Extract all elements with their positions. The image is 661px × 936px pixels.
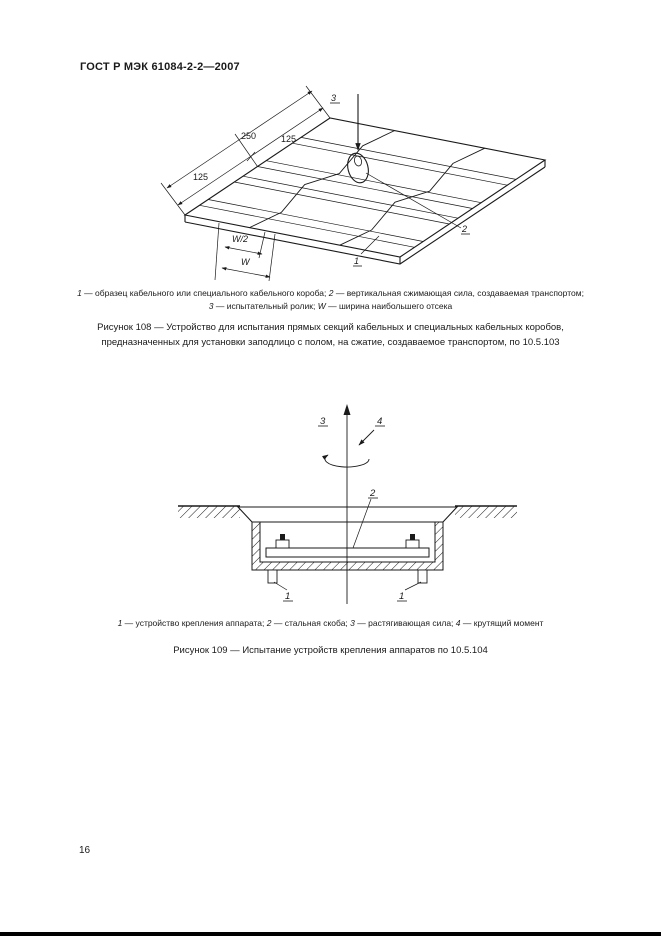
ref-label-1-right: 1 — [399, 591, 405, 602]
legend-text: — испытательный ролик; — [213, 300, 318, 311]
ref-label-3: 3 — [320, 416, 326, 427]
ref-num: 1 — [117, 618, 123, 628]
figure-108-labels — [193, 93, 467, 267]
figure-108-drawing — [135, 82, 565, 292]
ref-num: W — [317, 300, 326, 311]
ref-label-1-left: 1 — [285, 591, 291, 602]
legend-line — [30, 617, 631, 630]
ref-label-2: 2 — [370, 488, 376, 499]
page-number: 16 — [79, 845, 91, 856]
legend-text: — ширина наибольшего отсека — [325, 300, 453, 311]
figure-109-legend — [30, 617, 631, 630]
ref-label-2: 2 — [462, 224, 468, 234]
legend-line — [30, 287, 631, 300]
caption-line: Рисунок 109 — Испытание устройств крепления аппаратов по 10.5.104 — [173, 645, 488, 656]
figure-109-drawing — [160, 402, 520, 617]
dim-label-w: W — [241, 257, 250, 267]
caption-line: Рисунок 108 — Устройство для испытания прямых секций кабельных и специальных кабельных коробов, — [97, 322, 564, 333]
document-header: ГОСТ Р МЭК 61084-2-2—2007 — [80, 61, 240, 73]
leader-lines — [361, 173, 461, 254]
page-bottom-edge — [0, 932, 661, 936]
dim-label-w-half: W/2 — [232, 234, 249, 244]
figure-108-caption — [55, 321, 606, 350]
legend-text: — устройство крепления аппарата; — [122, 618, 267, 628]
legend-text: — растягивающая сила; — [354, 618, 456, 628]
torque-rotation-arrow — [325, 430, 374, 467]
ref-num: 2 — [266, 618, 272, 628]
test-roller — [345, 94, 372, 185]
dim-label-250: 250 — [241, 131, 257, 141]
legend-line — [30, 300, 631, 313]
ref-label-4: 4 — [377, 416, 383, 427]
ref-num: 2 — [328, 288, 334, 298]
ref-num: 1 — [77, 288, 82, 298]
ref-num: 3 — [208, 300, 214, 311]
legend-text: — образец кабельного или специального кабельного короба; — [81, 288, 329, 298]
steel-clamp-plate — [266, 534, 429, 557]
figure-108-legend — [30, 287, 631, 312]
apparatus-fixing-devices — [268, 570, 427, 583]
figure-109-caption — [55, 644, 606, 659]
legend-text: — вертикальная сжимающая сила, создаваемая транспортом; — [333, 288, 584, 298]
dim-label-125b: 125 — [193, 172, 209, 182]
legend-text: — крутящий момент — [460, 618, 544, 628]
tensile-force-axis — [344, 404, 351, 604]
ref-label-1: 1 — [354, 256, 360, 266]
ref-num: 4 — [455, 618, 461, 628]
dimension-lines — [161, 86, 330, 281]
ref-label-3: 3 — [331, 93, 337, 103]
ref-num: 3 — [350, 618, 355, 628]
legend-text: — стальная скоба; — [271, 618, 351, 628]
caption-line: предназначенных для установки заподлицо с полом, на сжатие, создаваемое транспортом, по 10.5.103 — [101, 336, 560, 348]
flush-cover-flange — [238, 507, 457, 522]
dim-label-125a: 125 — [281, 134, 297, 144]
